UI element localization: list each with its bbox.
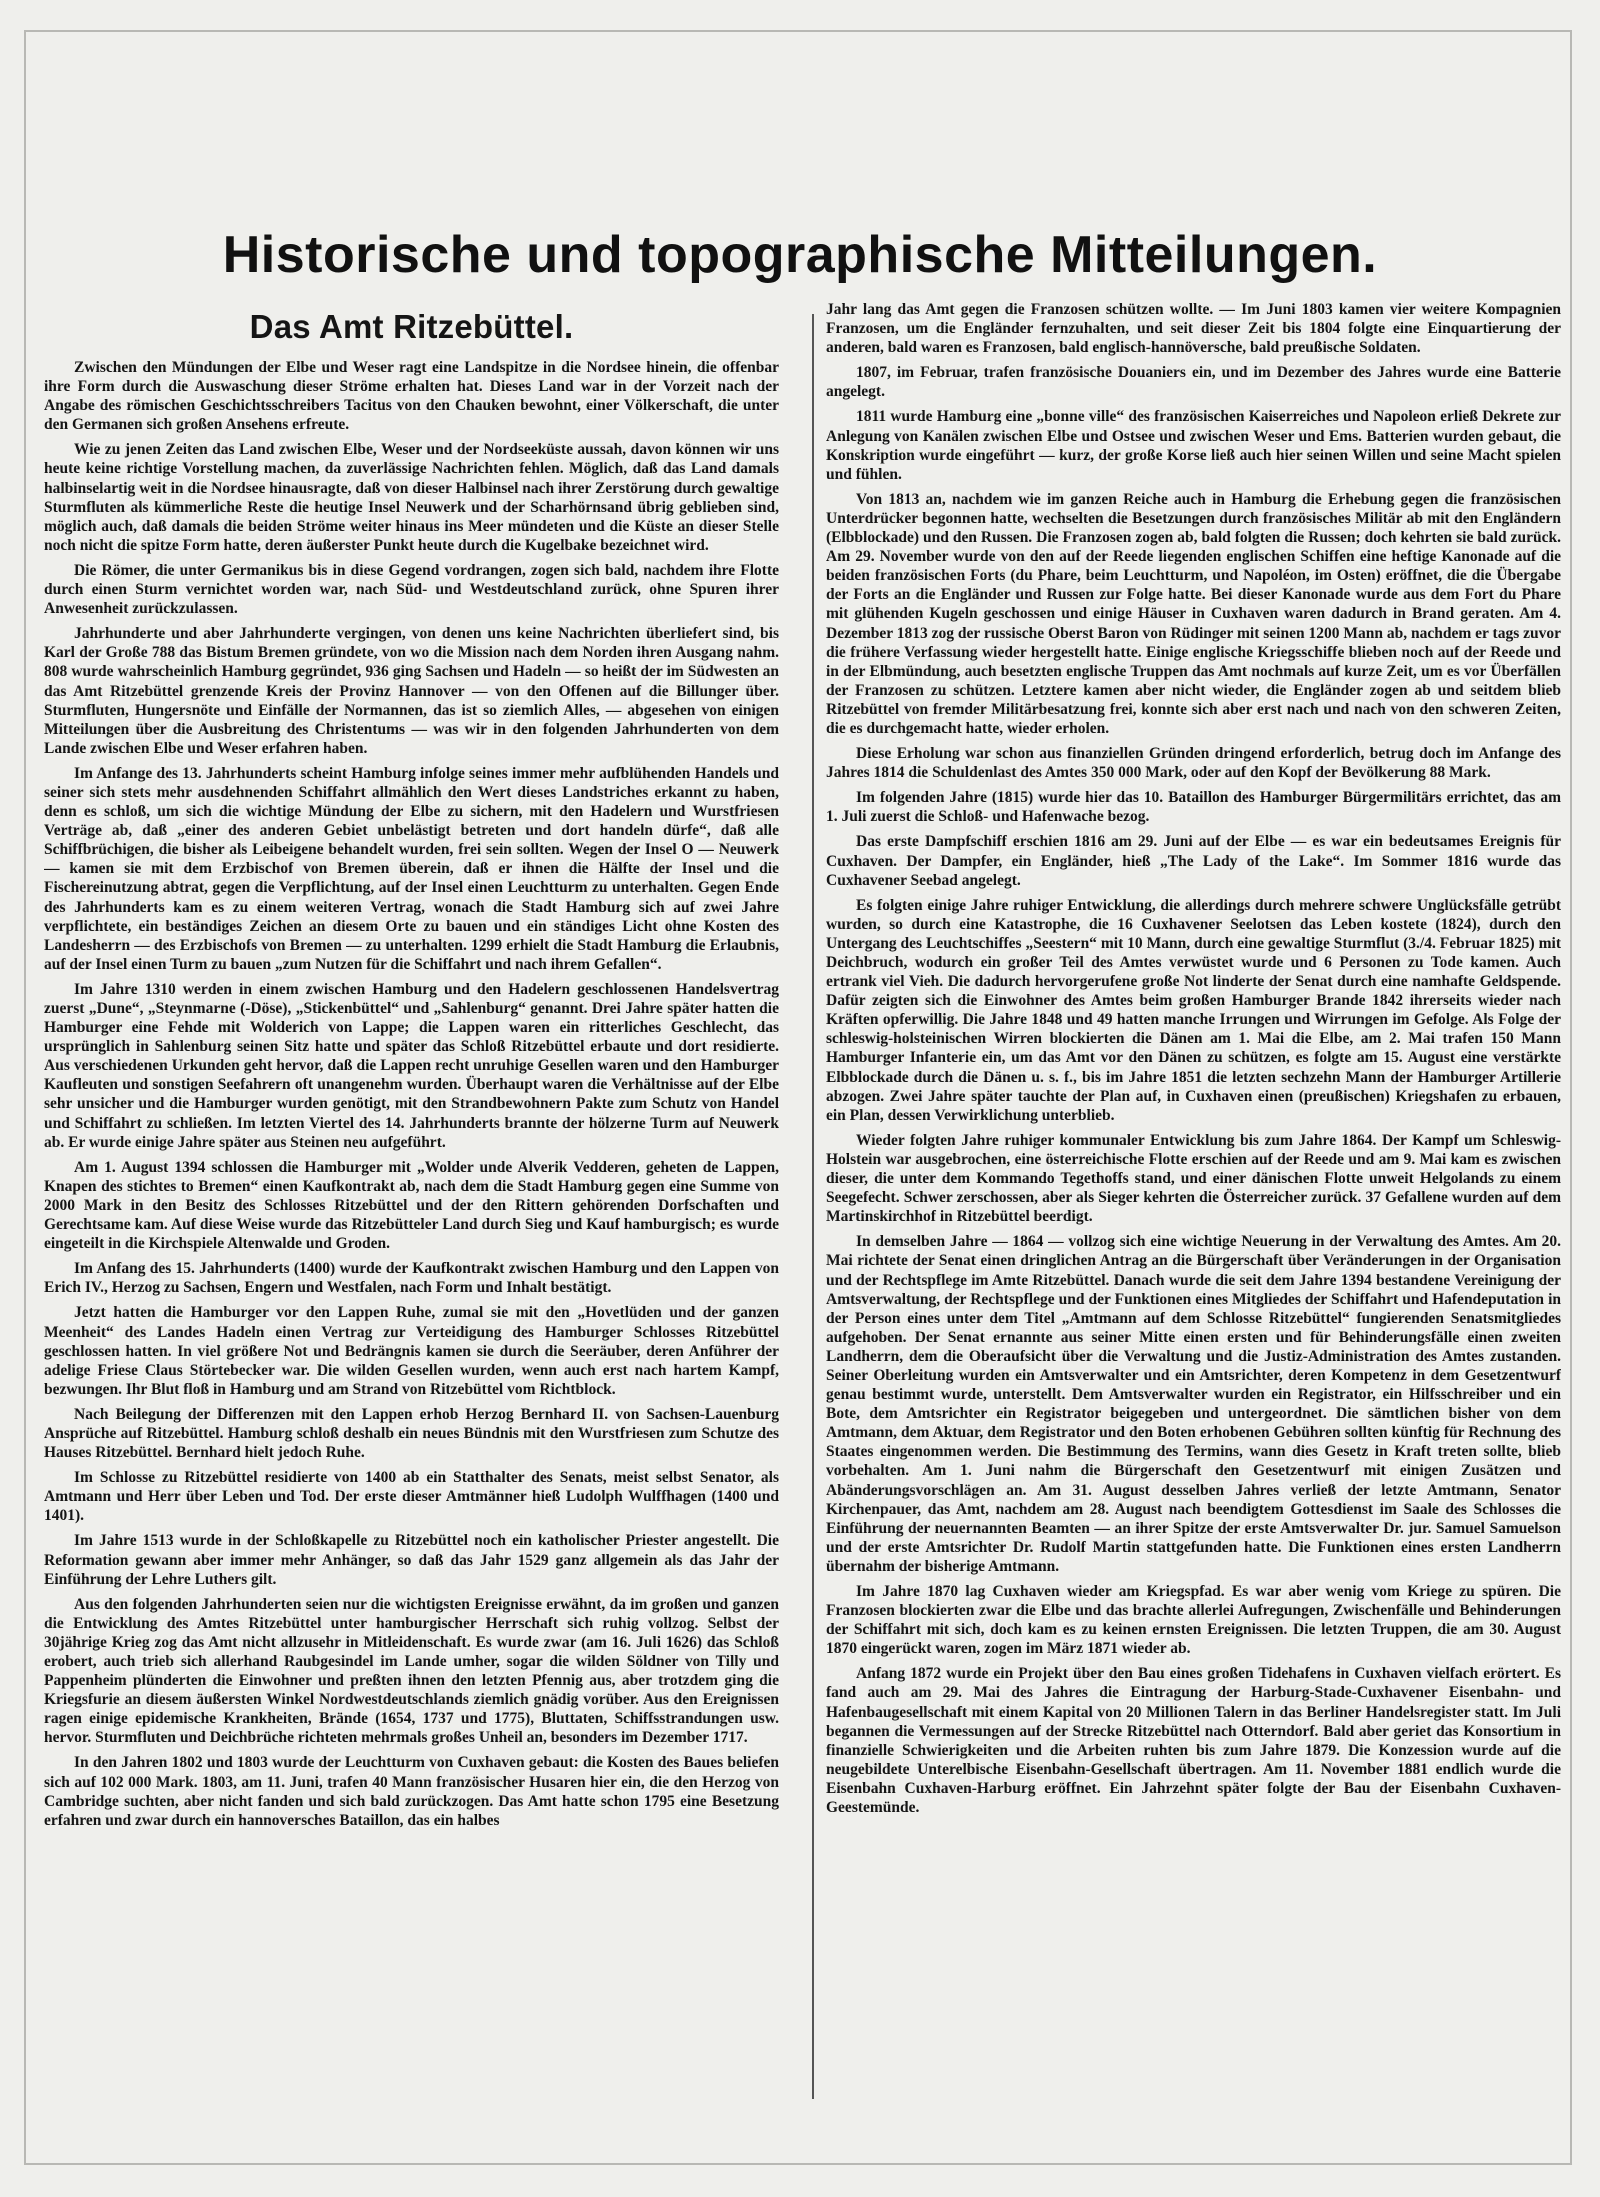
column-divider [812,314,814,2099]
paragraph: Von 1813 an, nachdem wie im ganzen Reiche auch in Hamburg die Erhebung gegen die französischen Unterdrücker begonnen hatte, wechselten die Besetzungen durch französisches Militär ab mit den Engländern (Elbblockade) und den Russen. Die Franzosen zogen ab, bald folgten die Russen; doch kehrten sie bald zurück. Am 29. November wurde von den auf der Reede liegenden englischen Schiffen eine heftige Kanonade auf die beiden französischen Forts (du Phare, beim Leuchtturm, und Napoléon, im Osten) eröffnet, die die Übergabe der Forts an die Engländer und Russen zur Folge hatte. Bei dieser Kanonade wurde aus dem Fort du Phare mit glühenden Kugeln geschossen und einige Häuser in Cuxhaven waren dadurch in Brand geraten. Am 4. Dezember 1813 zog der russische Oberst Baron von Rüdinger mit seinen 1200 Mann ab, nachdem er tags zuvor die frühere Verfassung wieder hergestellt hatte. Einige englische Kriegsschiffe blieben noch auf der Reede und in der Elbmündung, auch besetzten englische Truppen das Amt nochmals auf kurze Zeit, um es vor Überfällen der Franzosen zu schützen. Letztere kamen aber nicht wieder, die Engländer zogen ab und seitdem blieb Ritzebüttel von fremder Militärbesatzung frei, konnte sich aber erst nach und nach von den schweren Zeiten, die es durchgemacht hatte, wieder erholen. [826,490,1561,737]
paragraph: Nach Beilegung der Differenzen mit den Lappen erhob Herzog Bernhard II. von Sachsen-Lauenburg Ansprüche auf Ritzebüttel. Hamburg schloß deshalb ein neues Bündnis mit den Wurstfriesen zum Schutze des Hauses Ritzebüttel. Bernhard hielt jedoch Ruhe. [44,1405,779,1462]
paragraph: Im Anfange des 13. Jahrhunderts scheint Hamburg infolge seines immer mehr aufblühenden Handels und seiner sich stets mehr ausdehnenden Schiffahrt allmählich den Wert dieses Landstriches erkannt zu haben, denn es schloß, um sich die wichtige Mündung der Elbe zu sichern, mit den Hadelern und Wurstfriesen Verträge ab, daß „einer des anderen Gebiet unbelästigt betreten und dort handeln dürfe“, daß alle Schiffbrüchigen, die bisher als Leibeigene behandelt wurden, frei sein sollten. Wegen der Insel O — Neuwerk — kamen sie mit dem Erzbischof von Bremen überein, daß er ihnen die Hälfte der Insel und die Fischereinutzung abtrat, gegen die Verpflichtung, auf der Insel einen Leuchtturm zu unterhalten. Gegen Ende des Jahrhunderts kam es zu einem weiteren Vertrag, wonach die Stadt Hamburg sich auf zwei Jahre verpflichtete, ein beständiges Zeichen an diesem Orte zu bauen und ein ständiges Licht ohne Kosten des Landesherrn — des Erzbischofs von Bremen — zu unterhalten. 1299 erhielt die Stadt Hamburg die Erlaubnis, auf der Insel einen Turm zu bauen „zum Nutzen für die Schiffahrt und nach ihrem Gefallen“. [44,764,779,973]
left-column [44,300,779,2115]
paragraph: In demselben Jahre — 1864 — vollzog sich eine wichtige Neuerung in der Verwaltung des Amtes. Am 20. Mai richtete der Senat einen dringlichen Antrag an die Bürgerschaft über Veränderungen in der Organisation und der Rechtspflege im Amte Ritzebüttel. Danach wurde die seit dem Jahre 1394 bestandene Vereinigung der Amtsverwaltung, der Rechtspflege und der Funktionen eines Mitgliedes der Schiffahrt und Hafendeputation in der Person eines unter dem Titel „Amtmann auf dem Schlosse Ritzebüttel“ fungierenden Senatsmitgliedes aufgehoben. Der Senat ernannte aus seiner Mitte einen ersten und für Behinderungsfälle einen zweiten Landherrn, dem die Oberaufsicht über die Verwaltung und die Justiz-Administration des Amtes zustanden. Seiner Oberleitung wurden ein Amtsverwalter und ein Amtsrichter, deren Kompetenz in dem Gesetzentwurf genau bestimmt wurde, unterstellt. Dem Amtsverwalter wurden ein Registrator, ein Hilfsschreiber und ein Bote, dem Amtsrichter ein Registrator beigegeben und untergeordnet. Die sämtlichen bisher von dem Amtmann, dem Aktuar, dem Registrator und den Boten erhobenen Gebühren sollten künftig für Rechnung des Staates eingenommen werden. Die Bestimmung des Termins, wann dies Gesetz in Kraft treten sollte, blieb vorbehalten. Am 1. Juni nahm die Bürgerschaft den Gesetzentwurf mit einigen Zusätzen und Abänderungsvorschlägen an. Am 31. August desselben Jahres verließ der letzte Amtmann, Senator Kirchenpauer, das Amt, nachdem am 28. August nach beendigtem Gottesdienst im Saale des Schlosses die Einführung der neuernannten Beamten — an ihrer Spitze der erste Amtsverwalter Dr. jur. Samuel Samuelson und der erste Amtsrichter Dr. Rudolf Martin stattgefunden hatte. Die Funktionen eines ersten Landherrn übernahm der bisherige Amtmann. [826,1233,1561,1575]
paragraph: Jahr lang das Amt gegen die Franzosen schützen wollte. — Im Juni 1803 kamen vier weitere Kompagnien Franzosen, um die Engländer fernzuhalten, und seit dieser Zeit bis 1804 folgte eine Einquartierung der anderen, bald waren es Franzosen, bald englisch-hannöversche, bald preußische Soldaten. [826,301,1561,357]
paragraph: Anfang 1872 wurde ein Projekt über den Bau eines großen Tidehafens in Cuxhaven vielfach erörtert. Es fand auch am 29. Mai des Jahres die Eintragung der Harburg-Stade-Cuxhavener Eisenbahn- und Hafenbaugesellschaft mit einem Kapital von 20 Millionen Talern in das Berliner Handelsregister statt. Im Juli begannen die Vermessungen auf der Strecke Ritzebüttel nach Otterndorf. Bald aber geriet das Konsortium in finanzielle Schwierigkeiten und die Arbeiten ruhten bis zum Jahre 1879. Die Konzession wurde auf die neugebildete Unterelbische Eisenbahn-Gesellschaft übertragen. Am 11. November 1881 endlich wurde die Eisenbahn Cuxhaven-Harburg eröffnet. Ein Jahrzehnt später folgte der Bau der Eisenbahn Cuxhaven-Geestemünde. [826,1665,1561,1817]
paragraph: Im Jahre 1870 lag Cuxhaven wieder am Kriegspfad. Es war aber wenig vom Kriege zu spüren. Die Franzosen blockierten zwar die Elbe und das brachte allerlei Aufregungen, Zwischenfälle und Behinderungen der Schiffahrt mit sich, doch kam es zu keinen ernsten Ereignissen. Die letzten Truppen, die am 30. August 1870 eingerückt waren, zogen im März 1871 wieder ab. [826,1583,1561,1658]
paragraph: 1807, im Februar, trafen französische Douaniers ein, und im Dezember des Jahres wurde eine Batterie angelegt. [826,364,1561,401]
paragraph: Im Schlosse zu Ritzebüttel residierte von 1400 ab ein Statthalter des Senats, meist selbst Senator, als Amtmann und Herr über Leben und Tod. Der erste dieser Amtmänner hieß Ludolph Wulffhagen (1400 und 1401). [44,1469,779,1525]
paragraph: Am 1. August 1394 schlossen die Hamburger mit „Wolder unde Alverik Vedderen, geheten de Lappen, Knapen des stichtes to Bremen“ einen Kaufkontrakt ab, nach dem die Stadt Hamburg gegen eine Summe von 2000 Mark in den Besitz des Schlosses Ritzebüttel und der den Rittern gehörenden Dorfschaften und Gerechtsame kam. Auf diese Weise wurde das Ritzebütteler Land durch Sieg und Kauf hamburgisch; es wurde eingeteilt in die Kirchspiele Altenwalde und Groden. [44,1158,779,1253]
paragraph: Jetzt hatten die Hamburger vor den Lappen Ruhe, zumal sie mit den „Hovetlüden und der ganzen Meenheit“ des Landes Hadeln einen Vertrag zur Verteidigung des Hamburger Schlosses Ritzebüttel geschlossen hatten. In viel größere Not und Bedrängnis kamen sie durch die Seeräuber, deren Anführer der adelige Friese Claus Störtebecker war. Die wilden Gesellen wurden, wenn auch erst nach hartem Kampf, bezwungen. Ihr Blut floß in Hamburg und am Strand von Ritzebüttel vom Richtblock. [44,1304,779,1398]
paragraph: Im folgenden Jahre (1815) wurde hier das 10. Bataillon des Hamburger Bürgermilitärs errichtet, das am 1. Juli zuerst die Schloß- und Hafenwache bezog. [826,789,1561,826]
paragraph: Diese Erholung war schon aus finanziellen Gründen dringend erforderlich, betrug doch im Anfange des Jahres 1814 die Schuldenlast des Amtes 350 000 Mark, oder auf den Kopf der Bevölkerung 88 Mark. [826,745,1561,782]
paragraph: Im Jahre 1310 werden in einem zwischen Hamburg und den Hadelern geschlossenen Handelsvertrag zuerst „Dune“, „Steynmarne (-Döse), „Stickenbüttel“ und „Sahlenburg“ genannt. Drei Jahre später hatten die Hamburger eine Fehde mit Wolderich von Lappe; die Lappen waren ein ritterliches Geschlecht, das ursprünglich in Sahlenburg seinen Sitz hatte und später das Schloß Ritzebüttel erbaute und dort residierte. Aus verschiedenen Urkunden geht hervor, daß die Lappen recht unruhige Gesellen waren und den Hamburger Kaufleuten und sonstigen Seefahrern oft unangenehm wurden. Überhaupt waren die Verhältnisse auf der Elbe sehr unsicher und die Hamburger wurden genötigt, mit den Strandbewohnern Pakte zum Schutz von Handel und Schiffahrt zu schließen. Im letzten Viertel des 14. Jahrhunderts brannte der hölzerne Turm auf Neuwerk ab. Er wurde einige Jahre später aus Steinen neu aufgeführt. [44,980,779,1151]
right-column [826,300,1561,2115]
paragraph: Jahrhunderte und aber Jahrhunderte vergingen, von denen uns keine Nachrichten überliefert sind, bis Karl der Große 788 das Bistum Bremen gründete, von wo die Mission nach dem Norden ihren Ausgang nahm. 808 wurde wahrscheinlich Hamburg gegründet, 936 ging Sachsen und Hadeln — so heißt der im Südwesten an das Amt Ritzebüttel grenzende Kreis der Provinz Hannover — von den Offenen auf die Billunger über. Sturmfluten, Hungersnöte und Einfälle der Normannen, das ist so ziemlich Alles, — abgesehen von einigen Mitteilungen über die Ausbreitung des Christentums — was wir in den folgenden Jahrhunderten von dem Lande zwischen Elbe und Weser erfahren haben. [44,625,779,757]
paragraph: Das erste Dampfschiff erschien 1816 am 29. Juni auf der Elbe — es war ein bedeutsames Ereignis für Cuxhaven. Der Dampfer, ein Engländer, hieß „The Lady of the Lake“. Im Sommer 1816 wurde das Cuxhavener Seebad angelegt. [826,833,1561,889]
paragraph: Im Anfang des 15. Jahrhunderts (1400) wurde der Kaufkontrakt zwischen Hamburg und den Lappen von Erich IV., Herzog zu Sachsen, Engern und Westfalen, nach Form und Inhalt bestätigt. [44,1260,779,1297]
paragraph: 1811 wurde Hamburg eine „bonne ville“ des französischen Kaiserreiches und Napoleon erließ Dekrete zur Anlegung von Kanälen zwischen Elbe und Ostsee und zwischen Weser und Ems. Batterien wurden gebaut, die Konskription wurde eingeführt — kurz, der große Korse ließ auch hier seinen Willen und seine Macht spielen und fühlen. [826,408,1561,483]
paragraph: Es folgten einige Jahre ruhiger Entwicklung, die allerdings durch mehrere schwere Unglücksfälle getrübt wurden, so durch eine Katastrophe, die 16 Cuxhavener Seelotsen das Leben kostete (1824), durch den Untergang des Leuchtschiffes „Seestern“ mit 10 Mann, durch eine gewaltige Sturmflut (3./4. Februar 1825) mit Deichbruch, wodurch ein großer Teil des Amtes verwüstet wurde und 6 Personen zu Tode kamen. Auch ertrank viel Vieh. Die dadurch hervorgerufene große Not linderte der Senat durch eine namhafte Geldspende. Dafür zeigten sich die Einwohner des Amtes beim großen Hamburger Brande 1842 ihrerseits wieder nach Kräften opferwillig. Die Jahre 1848 und 49 hatten manche Irrungen und Wirrungen im Gefolge. Als Folge der schleswig-holsteinischen Wirren blockierten die Dänen am 1. Mai die Elbe, am 2. Mai trafen 150 Mann Hamburger Infanterie ein, um das Amt vor den Dänen zu schützen, es folgte am 15. August eine verstärkte Elbblockade durch die Dänen u. s. f., bis im Jahre 1851 die letzten sechzehn Mann der Hamburger Artillerie abzogen. Zwei Jahre später tauchte der Plan auf, in Cuxhaven einen (preußischen) Kriegshafen zu erbauen, ein Plan, dessen Verwirklichung unterblieb. [826,896,1561,1124]
paragraph: Aus den folgenden Jahrhunderten seien nur die wichtigsten Ereignisse erwähnt, da im großen und ganzen die Entwicklung des Amtes Ritzebüttel unter hamburgischer Herrschaft sich ruhig vollzog. Selbst der 30jährige Krieg zog das Amt nicht allzusehr in Mitleidenschaft. Es wurde zwar (am 16. Juli 1626) das Schloß erobert, auch trieb sich allerhand Raubgesindel im Lande umher, sogar die wilden Söldner von Tilly und Pappenheim plünderten die Einwohner und preßten ihnen den letzten Pfennig aus, aber trotzdem ging die Kriegsfurie an diesem äußersten Winkel Nordwestdeutschlands ziemlich gnädig vorüber. Aus den Ereignissen ragen einige epidemische Krankheiten, Brände (1654, 1737 und 1775), Bluttaten, Schiffsstrandungen usw. hervor. Sturmfluten und Deichbrüche richteten mehrmals großes Unheil an, besonders im Dezember 1717. [44,1595,779,1747]
paragraph: Wieder folgten Jahre ruhiger kommunaler Entwicklung bis zum Jahre 1864. Der Kampf um Schleswig-Holstein war ausgebrochen, eine österreichische Flotte erschien auf der Reede und am 9. Mai kam es zwischen dieser, die unter dem Kommando Tegethoffs stand, und einer dänischen Flotte unweit Helgolands zu einem Seegefecht. Schwer zerschossen, aber als Sieger kehrten die Österreicher zurück. 37 Gefallene wurden auf dem Martinskirchhof in Ritzebüttel beerdigt. [826,1131,1561,1226]
paragraph: Zwischen den Mündungen der Elbe und Weser ragt eine Landspitze in die Nordsee hinein, die offenbar ihre Form durch die Auswaschung dieser Ströme erhalten hat. Dieses Land war in der Vorzeit nach der Angabe des römischen Geschichtsschreibers Tacitus von den Chauken bewohnt, einer Völkerschaft, die unter den Germanen sich großen Ansehens erfreute. [44,359,779,434]
paragraph: In den Jahren 1802 und 1803 wurde der Leuchtturm von Cuxhaven gebaut: die Kosten des Baues beliefen sich auf 102 000 Mark. 1803, am 11. Juni, trafen 40 Mann französischer Husaren hier ein, die den Herzog von Cambridge suchten, aber nicht fanden und sich bald zurückzogen. Das Amt hatte schon 1795 eine Besetzung erfahren und zwar durch ein hannoversches Bataillon, das ein halbes [44,1754,779,1829]
paragraph: Die Römer, die unter Germanikus bis in diese Gegend vordrangen, zogen sich bald, nachdem ihre Flotte durch einen Sturm vernichtet worden war, nach Süd- und Westdeutschland zurück, ohne Spuren ihrer Anwesenheit zurückzulassen. [44,561,779,618]
paragraph: Im Jahre 1513 wurde in der Schloßkapelle zu Ritzebüttel noch ein katholischer Priester angestellt. Die Reformation gewann aber immer mehr Anhänger, so daß das Jahr 1529 ganz allgemein als das Jahr der Einführung der Lehre Luthers gilt. [44,1532,779,1588]
section-title: Das Amt Ritzebüttel. [249,308,574,345]
paragraph: Wie zu jenen Zeiten das Land zwischen Elbe, Weser und der Nordseeküste aussah, davon können wir uns heute keine richtige Vorstellung machen, da zuverlässige Nachrichten fehlen. Möglich, daß das Land damals halbinselartig weit in die Nordsee hinausragte, daß von dieser Halbinsel nach ihrer Zerstörung durch gewaltige Sturmfluten als kümmerliche Reste die heutige Insel Neuwerk und der Scharhörnsand übrig geblieben sind, möglich auch, daß damals die beiden Ströme weiter hinaus ins Meer mündeten und die Küste an dieser Stelle noch nicht die spitze Form hatte, deren äußerster Punkt heute durch die Kugelbake bezeichnet wird. [44,441,779,554]
page-title: Historische und topographische Mitteilungen. [222,226,1378,284]
